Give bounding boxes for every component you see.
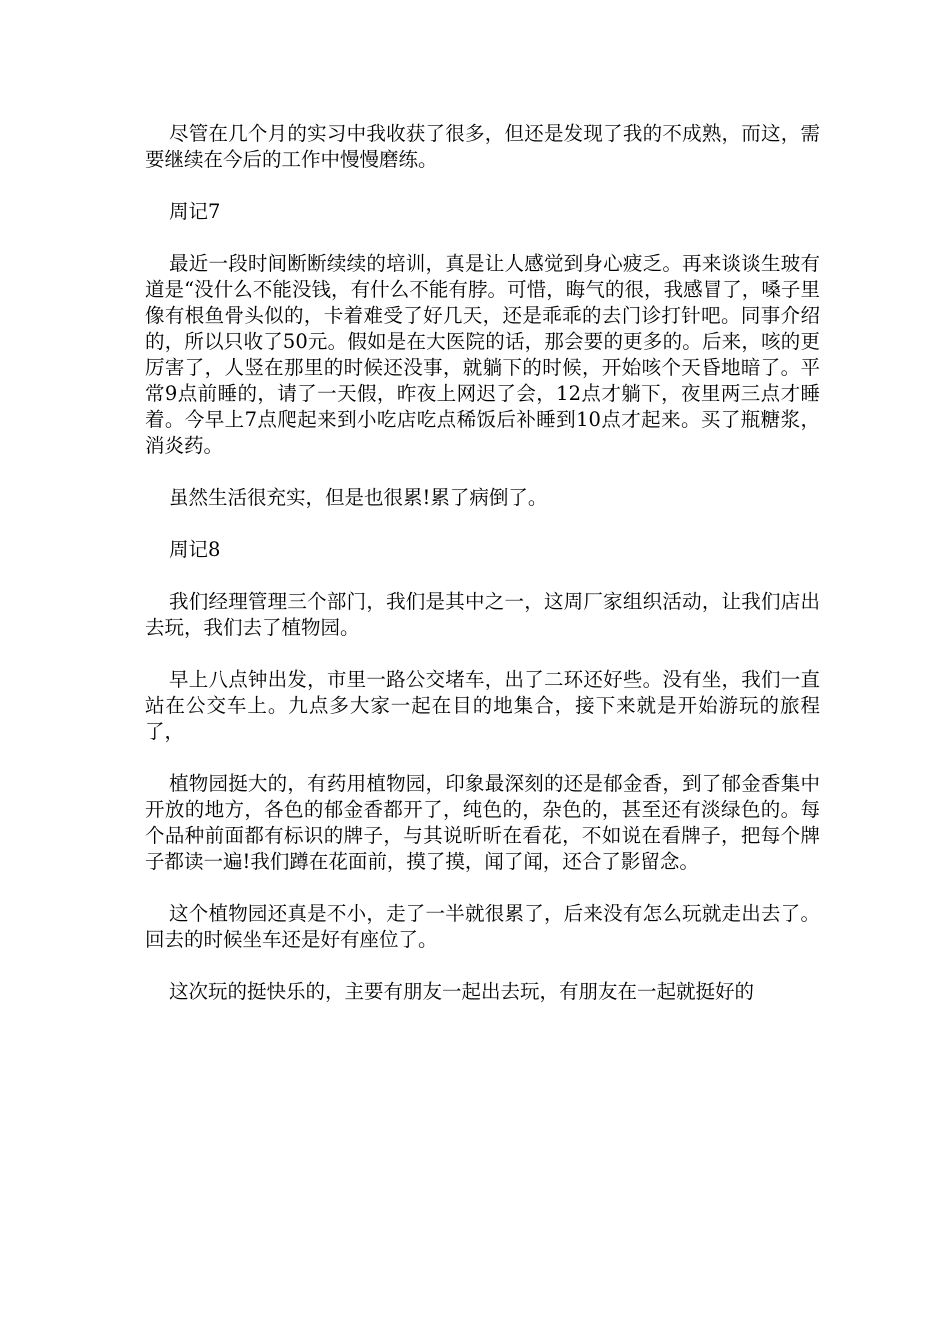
document-page [145, 121, 820, 1031]
paragraph: 尽管在几个月的实习中我收获了很多，但还是发现了我的不成熟，而这，需要继续在今后的工作中慢慢磨练。 [145, 122, 820, 171]
paragraph: 虽然生活很充实，但是也很累!累了病倒了。 [169, 486, 548, 509]
paragraph: 植物园挺大的，有药用植物园，印象最深刻的还是郁金香，到了郁金香集中开放的地方，各色的郁金香都开了，纯色的，杂色的，甚至还有淡绿色的。每个品种前面都有标识的牌子，与其说昕昕在看花，不如说在看牌子，把每个牌子都读一遍!我们蹲在花面前，摸了摸，闻了闻，还合了影留念。 [145, 772, 820, 873]
section-heading: 周记7 [169, 200, 221, 223]
paragraph: 我们经理管理三个部门，我们是其中之一，这周厂家组织活动，让我们店出去玩，我们去了植物园。 [145, 590, 820, 639]
section-heading: 周记8 [169, 538, 221, 561]
paragraph: 最近一段时间断断续续的培训，真是让人感觉到身心疲乏。再来谈谈生玻有道是“没什么不能没钱，有什么不能有脖。可惜，晦气的很，我感冒了，嗓子里像有根鱼骨头似的，卡着难受了好几天，还是乖乖的去门诊打针吧。同事介绍的，所以只收了50元。假如是在大医院的话，那会要的更多的。后来，咳的更厉害了，人竖在那里的时候还没事，就躺下的时候，开始咳个天昏地暗了。平常9点前睡的，请了一天假，昨夜上网迟了会，12点才躺下，夜里两三点才睡着。今早上7点爬起来到小吃店吃点稀饭后补睡到10点才起来。买了瓶糖浆，消炎药。 [145, 252, 820, 457]
paragraph: 早上八点钟出发，市里一路公交堵车，出了二环还好些。没有坐，我们一直站在公交车上。九点多大家一起在目的地集合，接下来就是开始游玩的旅程了， [145, 668, 820, 743]
paragraph: 这次玩的挺快乐的，主要有朋友一起出去玩，有朋友在一起就挺好的 [169, 980, 755, 1003]
paragraph: 这个植物园还真是不小，走了一半就很累了，后来没有怎么玩就走出去了。回去的时候坐车还是好有座位了。 [145, 902, 820, 951]
